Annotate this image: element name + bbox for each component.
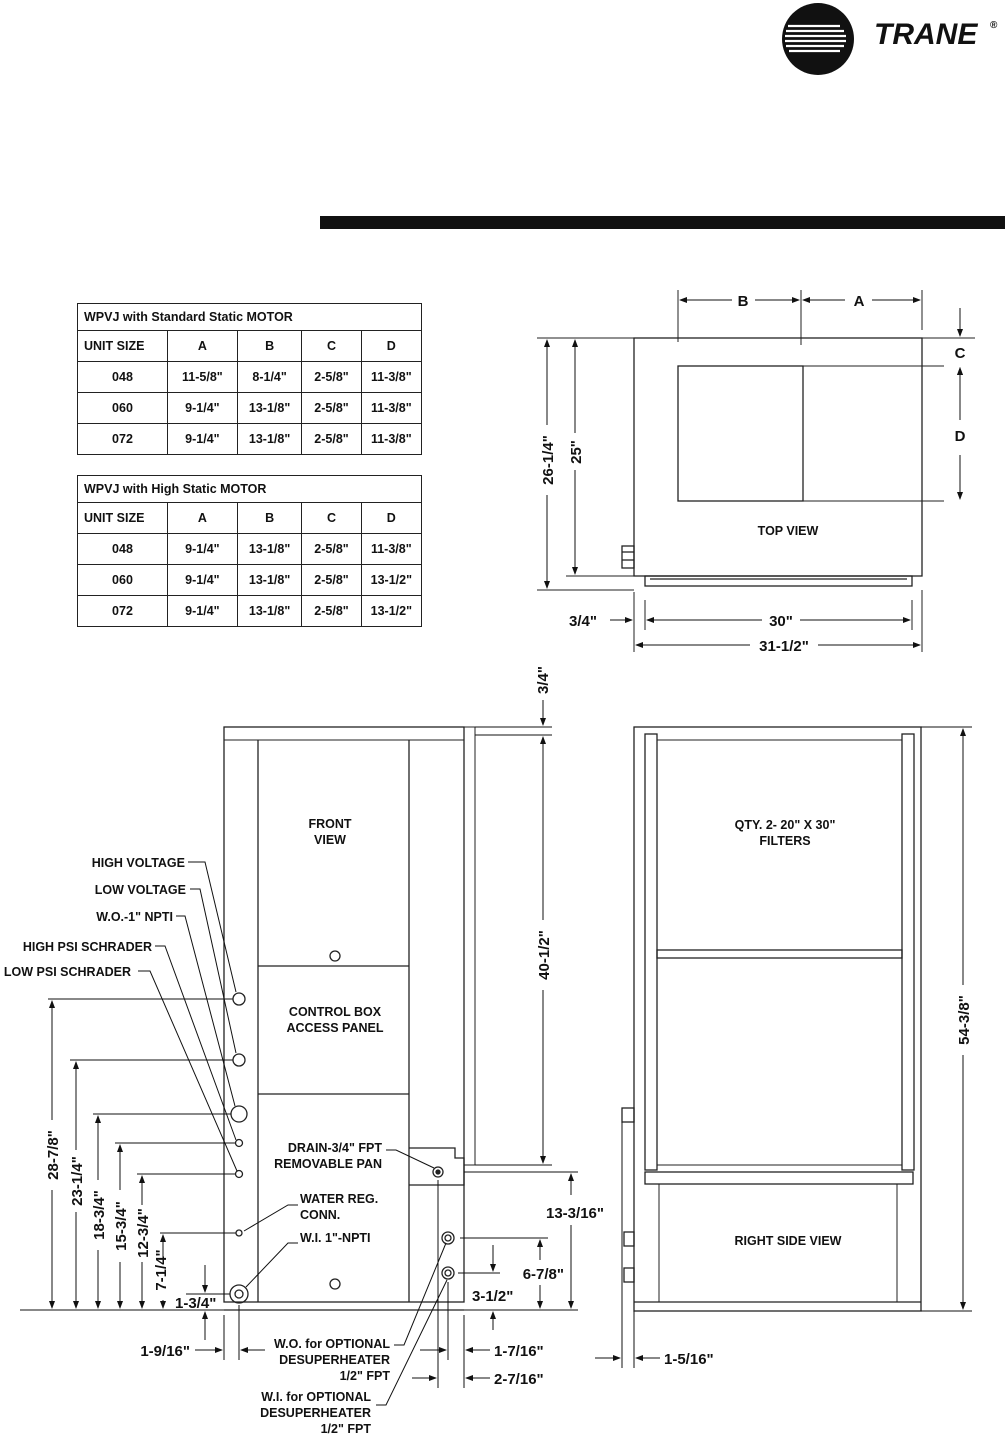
table-header: C — [302, 503, 361, 534]
table-cell: 8-1/4" — [237, 362, 302, 393]
wo-optional-line3: 1/2" FPT — [339, 1369, 390, 1383]
table-cell: 11-3/8" — [361, 534, 421, 565]
table-cell: 9-1/4" — [167, 393, 237, 424]
dim-right1: 1-7/16" — [494, 1343, 544, 1360]
drain-label-line2: REMOVABLE PAN — [274, 1157, 382, 1171]
table-cell: 2-5/8" — [302, 424, 361, 455]
table-cell: 13-1/8" — [237, 424, 302, 455]
table-title: WPVJ with High Static MOTOR — [78, 476, 422, 503]
table-cell: 13-1/2" — [361, 565, 421, 596]
table-title: WPVJ with Standard Static MOTOR — [78, 304, 422, 331]
table-header: A — [167, 331, 237, 362]
high-voltage-label: HIGH VOLTAGE — [91, 856, 185, 870]
table-cell: 13-1/8" — [237, 596, 302, 627]
drain-label-line1: DRAIN-3/4" FPT — [287, 1141, 382, 1155]
dim-side-height: 54-3/8" — [956, 995, 973, 1045]
table-cell: 2-5/8" — [302, 565, 361, 596]
dim-pan-height: 13-3/16" — [546, 1205, 604, 1222]
dim-h7: 1-3/4" — [175, 1295, 217, 1312]
top-view-title: TOP VIEW — [757, 524, 819, 538]
registered-mark: ® — [990, 20, 998, 31]
brand-name: TRANE — [874, 18, 978, 51]
table-cell: 11-3/8" — [361, 393, 421, 424]
table-cell: 9-1/4" — [167, 424, 237, 455]
dim-right2: 2-7/16" — [494, 1371, 544, 1388]
table-cell: 9-1/4" — [167, 534, 237, 565]
wi-optional-line2: DESUPERHEATER — [260, 1406, 371, 1420]
dim-h5: 12-3/4" — [135, 1208, 152, 1258]
table-cell: 13-1/8" — [237, 534, 302, 565]
low-psi-label: LOW PSI SCHRADER — [3, 965, 131, 979]
filters-line1: QTY. 2- 20" X 30" — [734, 818, 836, 832]
table-header: B — [237, 331, 302, 362]
dim-left-offset: 1-9/16" — [140, 1343, 190, 1360]
table-cell: 048 — [78, 362, 168, 393]
table-cell: 060 — [78, 393, 168, 424]
table-cell: 13-1/8" — [237, 393, 302, 424]
dim-width-outer: 31-1/2" — [759, 638, 809, 655]
dim-conn-upper: 6-7/8" — [522, 1266, 564, 1283]
front-view-labels — [4, 666, 604, 1436]
wo-label: W.O.-1" NPTI — [96, 910, 173, 924]
table-cell: 2-5/8" — [302, 534, 361, 565]
table-cell: 048 — [78, 534, 168, 565]
top-view-dimensions — [547, 300, 960, 645]
control-box-line1: CONTROL BOX — [288, 1005, 382, 1019]
table-cell: 11-3/8" — [361, 362, 421, 393]
dim-height-main: 40-1/2" — [536, 930, 553, 980]
table-cell: 072 — [78, 424, 168, 455]
dim-d: D — [954, 428, 966, 445]
table-cell: 2-5/8" — [302, 393, 361, 424]
dim-height-inner: 25" — [568, 440, 585, 464]
dim-offset: 3/4" — [569, 613, 597, 630]
dim-width-inner: 30" — [769, 613, 793, 630]
dim-b: B — [737, 293, 749, 310]
table-cell: 060 — [78, 565, 168, 596]
table-header: UNIT SIZE — [78, 503, 168, 534]
table-cell: 11-3/8" — [361, 424, 421, 455]
low-voltage-label: LOW VOLTAGE — [94, 883, 186, 897]
dim-side-offset: 1-5/16" — [664, 1351, 714, 1368]
dim-h6: 7-1/4" — [153, 1249, 170, 1291]
filters-line2: FILTERS — [759, 834, 811, 848]
front-view-title-line2: VIEW — [314, 833, 346, 847]
wo-optional-line2: DESUPERHEATER — [279, 1353, 390, 1367]
control-box-line2: ACCESS PANEL — [286, 1021, 384, 1035]
dim-h1: 28-7/8" — [45, 1130, 62, 1180]
table-header: B — [237, 503, 302, 534]
table-cell: 11-5/8" — [167, 362, 237, 393]
wi-optional-line3: 1/2" FPT — [320, 1422, 371, 1436]
table-cell: 2-5/8" — [302, 362, 361, 393]
table-header: D — [361, 503, 421, 534]
table-cell: 13-1/8" — [237, 565, 302, 596]
table-cell: 2-5/8" — [302, 596, 361, 627]
high-psi-label: HIGH PSI SCHRADER — [22, 940, 152, 954]
wi-label: W.I. 1"-NPTI — [300, 1231, 371, 1245]
top-view — [537, 290, 975, 652]
dim-c: C — [954, 345, 966, 362]
dim-conn-lower: 3-1/2" — [472, 1288, 514, 1305]
dim-top-offset: 3/4" — [535, 666, 552, 694]
table-cell: 13-1/2" — [361, 596, 421, 627]
table-header: D — [361, 331, 421, 362]
dim-height-outer: 26-1/4" — [540, 435, 557, 485]
table-header: UNIT SIZE — [78, 331, 168, 362]
side-view-labels — [664, 818, 973, 1368]
water-reg-line1: WATER REG. — [300, 1192, 379, 1206]
top-view-labels — [540, 293, 966, 655]
dim-h3: 18-3/4" — [91, 1190, 108, 1240]
table-cell: 9-1/4" — [167, 565, 237, 596]
table-cell: 072 — [78, 596, 168, 627]
dim-h4: 15-3/4" — [113, 1201, 130, 1251]
dim-h2: 23-1/4" — [69, 1156, 86, 1206]
dim-a: A — [853, 293, 865, 310]
front-view-title-line1: FRONT — [308, 817, 352, 831]
table-header: C — [302, 331, 361, 362]
table-header: A — [167, 503, 237, 534]
wo-optional-line1: W.O. for OPTIONAL — [274, 1337, 390, 1351]
water-reg-line2: CONN. — [300, 1208, 341, 1222]
wi-optional-line1: W.I. for OPTIONAL — [261, 1390, 371, 1404]
table-cell: 9-1/4" — [167, 596, 237, 627]
side-view — [622, 727, 921, 1311]
side-view-title: RIGHT SIDE VIEW — [734, 1234, 842, 1248]
